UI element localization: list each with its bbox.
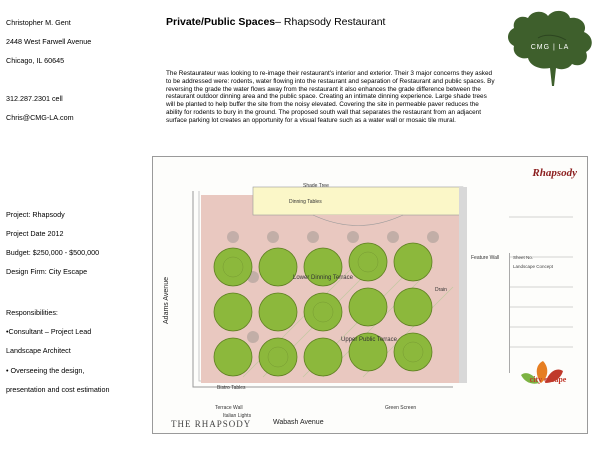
logo-text: CMG | LA — [530, 44, 570, 51]
drain-label: Drain — [435, 287, 447, 293]
page-title — [166, 16, 385, 28]
responsibility-line: presentation and cost estimation — [6, 384, 110, 394]
project-date: Project Date 2012 — [6, 228, 64, 238]
green-screen-label: Green Screen — [385, 405, 417, 411]
project-block — [6, 200, 146, 286]
sidebar — [6, 8, 146, 412]
contact-street: 2448 West Farwell Avenue — [6, 36, 92, 46]
street-south-label: Wabash Avenue — [273, 419, 324, 426]
title-block — [509, 253, 580, 373]
project-description: The Restaurateur was looking to re-image their restaurant's interior and exterior. Their 3 major concerns they asked to be addressed were: rodents, water flowing into the restaurant and separation of Restaurant and public spaces. By reversing the grade the water flows away from the restaurant it also enhances the grade difference between the restaurant outdoor dinning area and the public space. Creating an intimate dinning experience. Large shade trees will be planted to help buffer the site from the noisy elevated. Covering the site in permeable paver reduces the ability for rodents to bury in the ground. The proposed south wall that separates the restaurant from an adjacent surface parking lot creates an opportunity for a visual feature such as a water wall or mosaic tile mural. — [166, 70, 495, 124]
contact-city: Chicago, IL 60645 — [6, 55, 65, 65]
responsibility-line: • Overseeing the design, — [6, 365, 85, 375]
responsibility-line: •Consultant – Project Lead — [6, 327, 92, 337]
contact-block — [6, 8, 146, 132]
street-west-label: Adams Avenue — [162, 277, 170, 324]
terrace-wall-label: Terrace Wall — [215, 405, 243, 411]
contact-phone: 312.287.2301 cell — [6, 93, 63, 103]
city-escape-logo — [513, 375, 583, 384]
italian-lights-label: Italian Lights — [223, 413, 252, 419]
lower-terrace-label: Lower Dinning Terrace — [293, 275, 353, 281]
title-rest: – Rhapsody Restaurant — [275, 16, 386, 28]
project-name: Project: Rhapsody — [6, 209, 65, 219]
responsibilities-heading: Responsibilities: — [6, 308, 58, 318]
title-bold: Private/Public Spaces — [166, 16, 276, 28]
plan-footer: THE RHAPSODY — [171, 419, 252, 429]
dining-tables-label: Dinning Tables — [289, 199, 322, 205]
project-budget: Budget: $250,000 - $500,000 — [6, 248, 100, 258]
responsibility-line: Landscape Architect — [6, 346, 71, 356]
company-name: city escape — [529, 375, 567, 384]
shade-tree-label: Shade Tree — [303, 183, 329, 189]
responsibilities-block — [6, 298, 146, 404]
upper-terrace-label: Upper Public Terrace — [341, 337, 397, 343]
project-firm: Design Firm: City Escape — [6, 267, 88, 277]
sheet-label: Sheet No. — [513, 255, 534, 260]
contact-email[interactable]: Chris@CMG-LA.com — [6, 112, 74, 122]
feature-wall-label: Feature Wall — [471, 255, 500, 261]
contact-name: Christopher M. Gent — [6, 17, 71, 27]
landscape-plan — [152, 156, 588, 434]
bistro-tables-label: Bistro Tables — [217, 385, 246, 391]
sheet-title: Landscape Concept — [513, 264, 554, 269]
cmg-la-logo — [500, 8, 600, 88]
plan-brand: Rhapsody — [532, 167, 577, 179]
